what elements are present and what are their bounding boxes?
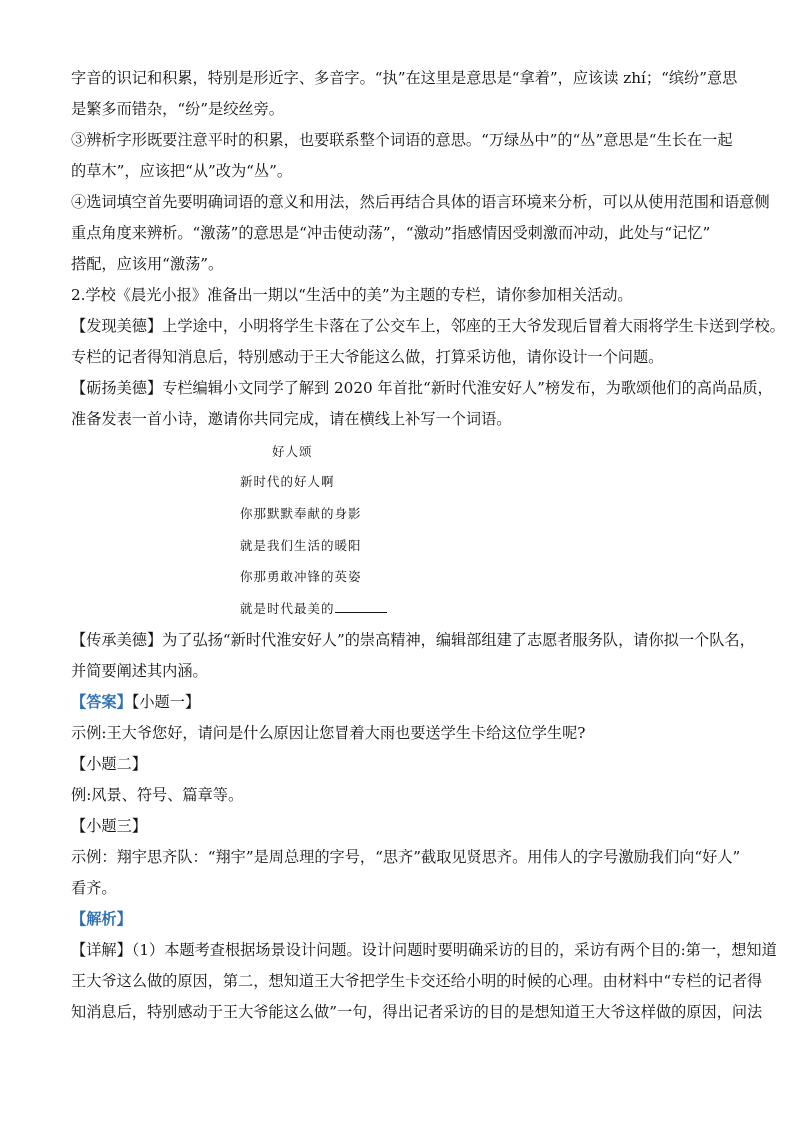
answer-text: 看齐。 [71, 879, 117, 897]
text-line: 是繁多而错杂，“纷”是绞丝旁。 [71, 100, 284, 118]
text-line: 字音的识记和积累，特别是形近字、多音字。“执”在这里是意思是“拿着”，应该读 zhí；“缤纷”意思 [71, 69, 738, 87]
subquestion-label: 【小题三】 [71, 817, 147, 835]
text-line: 【砺扬美德】专栏编辑小文同学了解到 2020 年首批“新时代淮安好人”榜发布，为歌颂他们的高尚品质， [71, 379, 773, 397]
answer-text: 示例:王大爷您好，请问是什么原因让您冒着大雨也要送学生卡给这位学生呢? [71, 724, 586, 742]
text-line: ③辨析字形既要注意平时的积累，也要联系整个词语的意思。“万绿丛中”的“丛”意思是“生长在一起 [71, 131, 733, 149]
text-line: 【发现美德】上学途中，小明将学生卡落在了公交车上，邻座的王大爷发现后冒着大雨将学生卡送到学校。 [71, 317, 785, 335]
fill-blank [335, 600, 387, 613]
text-line: 搭配，应该用“激荡”。 [71, 255, 224, 273]
analysis-text: 王大爷这么做的原因，第二，想知道王大爷把学生卡交还给小明的时候的心理。由材料中“专栏的记者得 [71, 972, 763, 990]
subquestion-label: 【小题二】 [71, 755, 147, 773]
poem-line: 你那默默奉献的身影 [240, 506, 362, 521]
poem-line: 就是时代最美的 [240, 601, 335, 616]
question-heading: 2.学校《晨光小报》准备出一期以“生活中的美”为主题的专栏，请你参加相关活动。 [71, 286, 633, 304]
text-line: 【传承美德】为了弘扬“新时代淮安好人”的崇高精神，编辑部组建了志愿者服务队，请你拟一个队名， [71, 631, 755, 649]
subquestion-label: 【小题一】 [131, 693, 201, 711]
answer-text: 例:风景、符号、篇章等。 [71, 786, 244, 804]
answer-heading [71, 692, 200, 712]
answer-text: 示例：翔宇思齐队：“翔宇”是周总理的字号，“思齐”截取见贤思齐。用伟人的字号激励我们向“好人” [71, 848, 741, 866]
poem-line-with-blank [240, 600, 387, 617]
analysis-tag: 【解析】 [71, 910, 132, 928]
answer-tag: 【答案】 [71, 693, 132, 711]
text-line: 专栏的记者得知消息后，特别感动于王大爷能这么做，打算采访他，请你设计一个问题。 [71, 348, 664, 366]
poem-title: 好人颂 [272, 444, 313, 459]
poem-line: 你那勇敢冲锋的英姿 [240, 569, 362, 584]
poem-line: 新时代的好人啊 [240, 474, 335, 489]
poem-line: 就是我们生活的暖阳 [240, 538, 362, 553]
text-line: 的草木”，应该把“从”改为“丛”。 [71, 162, 293, 180]
text-line: 重点角度来辨析。“激荡”的意思是“冲击使动荡”，“激动”指感情因受刺激而冲动，此处与“记忆” [71, 224, 711, 242]
analysis-text: 知消息后，特别感动于王大爷能这么做”一句，得出记者采访的目的是想知道王大爷这样做的原因，问法 [71, 1003, 763, 1021]
text-line: 准备发表一首小诗，邀请你共同完成，请在横线上补写一个词语。 [71, 410, 512, 428]
text-line: 并简要阐述其内涵。 [71, 662, 208, 680]
analysis-text: 【详解】（1）本题考查根据场景设计问题。设计问题时要明确采访的目的，采访有两个目的:第一，想知道 [71, 941, 777, 959]
text-line: ④选词填空首先要明确词语的意义和用法，然后再结合具体的语言环境来分析，可以从使用范围和语意侧 [71, 193, 770, 211]
